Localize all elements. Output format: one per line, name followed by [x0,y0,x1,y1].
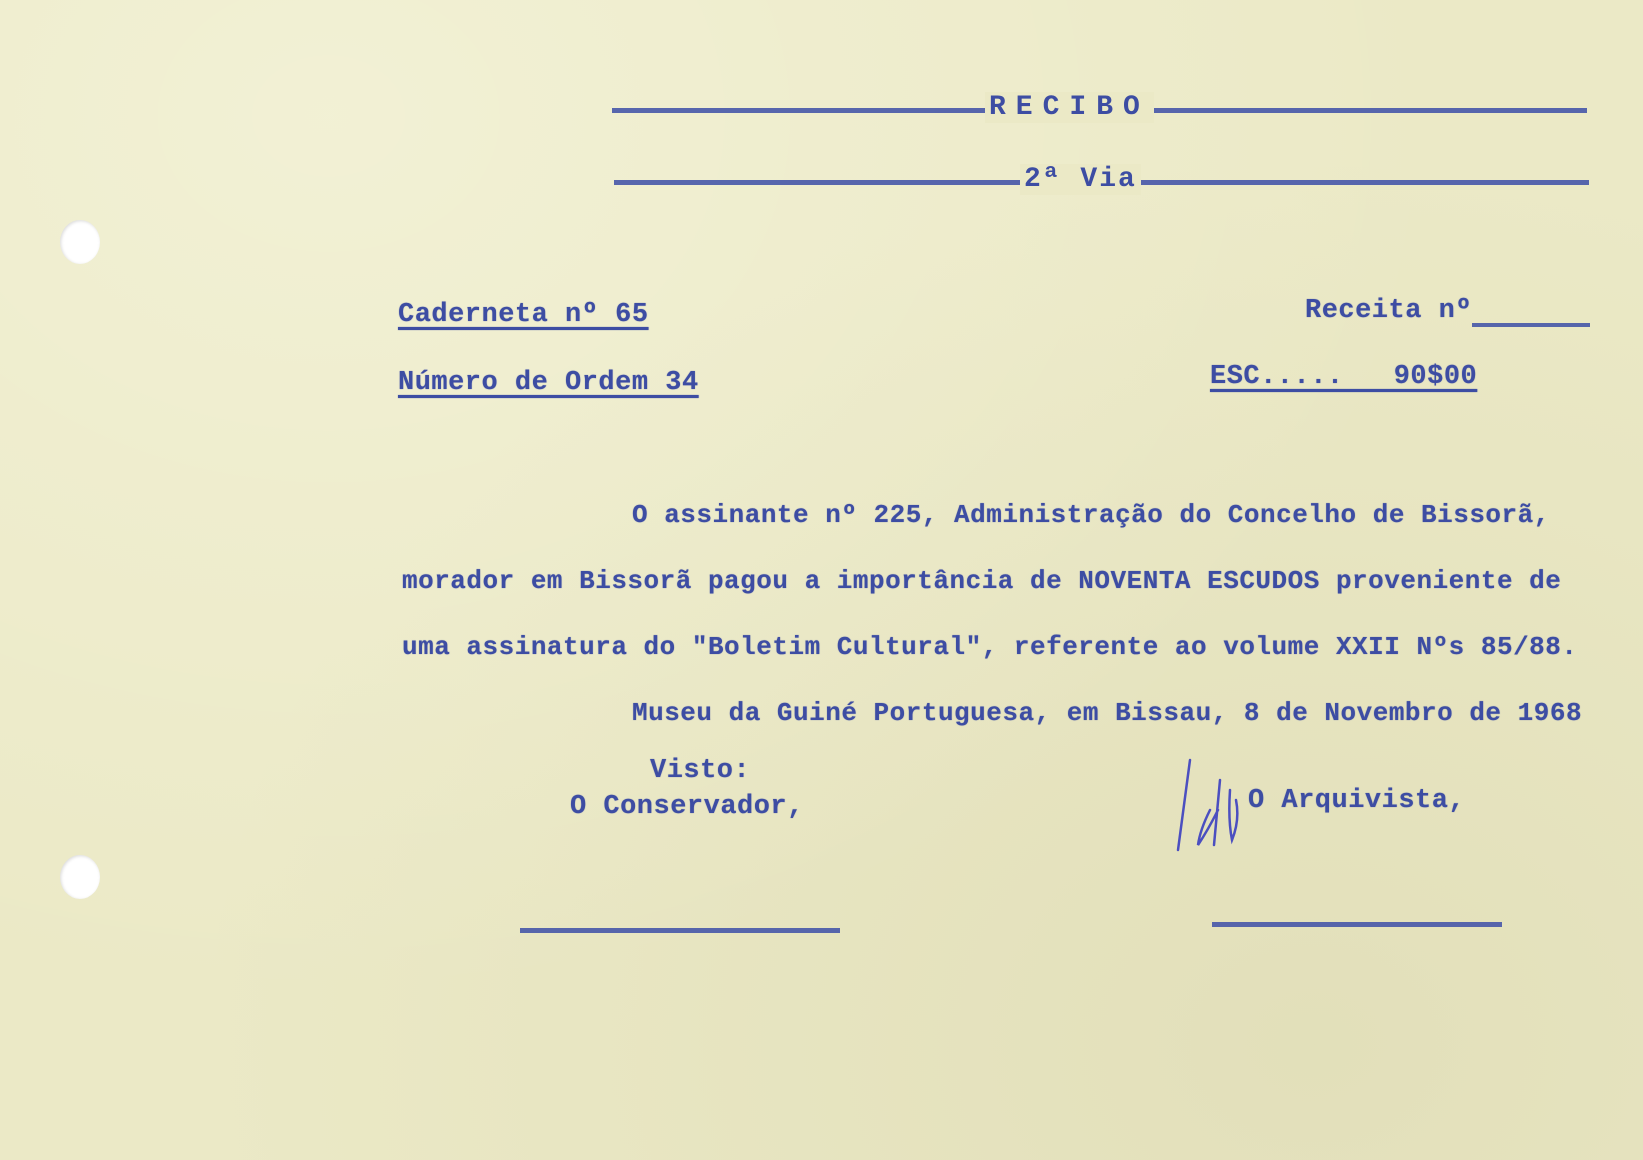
arquivista-label: O Arquivista, [1248,786,1466,816]
punch-hole-bottom [60,855,100,899]
conservador-signature-line [520,928,840,933]
ordem-number: Número de Ordem 34 [398,368,699,398]
copy-label: 2ª Via [1020,164,1141,195]
punch-hole-top [60,220,100,264]
visto-label: Visto: [650,756,751,786]
receita-label: Receita nº [1305,296,1473,326]
body-line-1: O assinante nº 225, Administração do Concelho de Bissorã, [632,500,1550,530]
body-line-2: morador em Bissorã pagou a importância de NOVENTA ESCUDOS proveniente de [402,566,1562,596]
caderneta-number: Caderneta nº 65 [398,300,649,330]
receita-blank [1472,323,1590,327]
body-line-3: uma assinatura do "Boletim Cultural", referente ao volume XXII Nºs 85/88. [402,632,1578,662]
receipt-title: RECIBO [985,92,1154,123]
initials-handwriting [1170,750,1260,860]
arquivista-signature [1275,810,1425,980]
place-date-line: Museu da Guiné Portuguesa, em Bissau, 8 de Novembro de 1968 [632,698,1583,728]
amount-value: ESC..... 90$00 [1210,362,1478,392]
conservador-label: O Conservador, [570,792,804,822]
